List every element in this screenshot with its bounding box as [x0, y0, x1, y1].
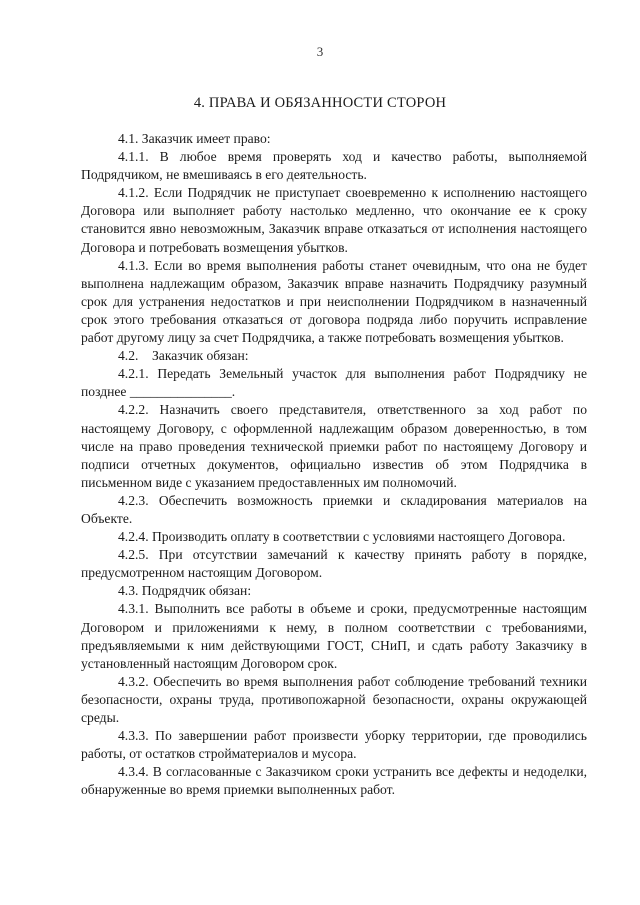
paragraph-4-1-3: 4.1.3. Если во время выполнения работы станет очевидным, что она не будет выполнена надлежащим образом, Заказчик вправе назначить Подрядчику разумный срок для устранения недостатков и при неисполнении Подрядчиком в назначенный срок этого требования отказаться от договора подряда либо поручить исправление работ другому лицу за счет Подрядчика, а также потребовать возмещения убытков. — [81, 257, 587, 346]
paragraph-4-3: 4.3. Подрядчик обязан: — [118, 583, 252, 599]
paragraph-4-2-1: 4.2.1. Передать Земельный участок для выполнения работ Подрядчику не позднее _______________. — [81, 366, 587, 400]
paragraph-4-1-2: 4.1.2. Если Подрядчик не приступает своевременно к исполнению настоящего Договора или выполняет работу настолько медленно, что окончание ее к сроку становится явно невозможным, Заказчик вправе отказаться от исполнения настоящего Договора и потребовать возмещения убытков. — [81, 185, 587, 255]
paragraph-4-1-1: 4.1.1. В любое время проверять ход и качество работы, выполняемой Подрядчиком, не вмешиваясь в его деятельность. — [81, 149, 587, 183]
paragraph-4-3-1: 4.3.1. Выполнить все работы в объеме и сроки, предусмотренные настоящим Договором и приложениями к нему, в полном соответствии с требованиями, предъявляемыми к ним действующими ГОСТ, СНиП, и сдать работу Заказчику в установленный настоящим Договором срок. — [81, 601, 587, 671]
paragraph-4-2-5: 4.2.5. При отсутствии замечаний к качеству принять работу в порядке, предусмотренном настоящим Договором. — [81, 547, 587, 581]
paragraph-4-2-2: 4.2.2. Назначить своего представителя, ответственного за ход работ по настоящему Договору, с оформленной надлежащим образом доверенностью, в том числе на право проведения технической приемки работ по настоящему Договору и подписи отчетных документов, официально известив об этом Подрядчика в письменном виде с указанием предоставленных им полномочий. — [81, 402, 587, 490]
page-number: 3 — [316, 44, 324, 59]
paragraph-4-2: 4.2. Заказчик обязан: — [118, 348, 249, 364]
paragraph-4-3-2: 4.3.2. Обеспечить во время выполнения работ соблюдение требований техники безопасности, охраны труда, противопожарной безопасности, охраны окружающей среды. — [81, 673, 587, 725]
paragraph-4-2-4: 4.2.4. Производить оплату в соответствии с условиями настоящего Договора. — [118, 529, 566, 545]
section-title: 4. ПРАВА И ОБЯЗАННОСТИ СТОРОН — [193, 95, 447, 111]
paragraph-4-3-3: 4.3.3. По завершении работ произвести уборку территории, где проводились работы, от остатков стройматериалов и мусора. — [81, 728, 587, 762]
paragraph-4-3-4: 4.3.4. В согласованные с Заказчиком сроки устранить все дефекты и недоделки, обнаруженные во время приемки выполненных работ. — [81, 764, 587, 798]
paragraph-4-1: 4.1. Заказчик имеет право: — [118, 131, 271, 146]
paragraph-4-2-3: 4.2.3. Обеспечить возможность приемки и складирования материалов на Объекте. — [81, 492, 587, 526]
document-body — [81, 130, 587, 799]
